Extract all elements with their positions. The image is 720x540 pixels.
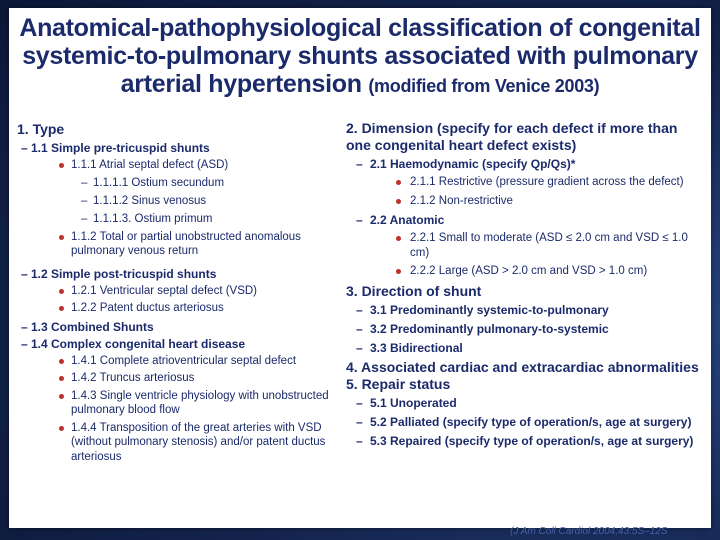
item-1-1-1-3: – 1.1.1.3. Ostium primum <box>81 212 213 225</box>
item-2-1-1: 2.1.1 Restrictive (pressure gradient across the defect) <box>346 175 706 190</box>
item-1-1-1: 1.1.1 Atrial septal defect (ASD) <box>17 158 347 173</box>
associated-heading: 4. Associated cardiac and extracardiac abnormalities <box>346 358 699 375</box>
item-2-1-2: 2.1.2 Non-restrictive <box>346 194 706 209</box>
item-2-1: – 2.1 Haemodynamic (specify Qp/Qs)* <box>356 157 576 171</box>
bullet-icon <box>59 426 64 431</box>
title-line-3-main: arterial hypertension <box>120 70 362 98</box>
bullet-icon <box>396 236 401 241</box>
item-1-4-1: 1.4.1 Complete atrioventricular septal defect <box>17 354 347 369</box>
item-1-2: – 1.2 Simple post-tricuspid shunts <box>21 266 217 281</box>
left-column <box>17 120 347 467</box>
bullet-icon <box>396 199 401 204</box>
type-heading: 1. Type <box>17 121 65 137</box>
item-1-2-2: 1.2.2 Patent ductus arteriosus <box>17 301 347 316</box>
item-2-2-1: 2.2.1 Small to moderate (ASD ≤ 2.0 cm and VSD ≤ 1.0 cm) <box>346 231 706 260</box>
item-5-2: – 5.2 Palliated (specify type of operation/s, age at surgery) <box>356 414 692 429</box>
item-3-2: – 3.2 Predominantly pulmonary-to-systemic <box>356 321 609 336</box>
bullet-icon <box>396 269 401 274</box>
item-3-1: – 3.1 Predominantly systemic-to-pulmonary <box>356 302 609 317</box>
slide-title <box>9 14 711 100</box>
dimension-heading: 2. Dimension (specify for each defect if more than one congenital heart defect exists) <box>346 120 678 153</box>
item-1-1-1-2: – 1.1.1.2 Sinus venosus <box>81 194 207 207</box>
item-2-2-2: 2.2.2 Large (ASD > 2.0 cm and VSD > 1.0 cm) <box>346 264 706 279</box>
item-1-1: – 1.1 Simple pre-tricuspid shunts <box>21 141 210 155</box>
item-1-1-2: 1.1.2 Total or partial unobstructed anomalous pulmonary venous return <box>17 230 347 259</box>
item-5-1: – 5.1 Unoperated <box>356 395 457 410</box>
item-1-1-1-1: – 1.1.1.1 Ostium secundum <box>81 176 225 189</box>
item-3-3: – 3.3 Bidirectional <box>356 340 463 355</box>
citation: (J Am Coll Cardiol 2004;43:5S–12S <box>510 526 668 537</box>
slide-panel <box>9 8 711 528</box>
item-2-2: – 2.2 Anatomic <box>356 213 445 227</box>
right-column <box>346 120 706 452</box>
direction-heading: 3. Direction of shunt <box>346 282 482 299</box>
repair-heading: 5. Repair status <box>346 375 451 392</box>
title-line-3 <box>9 70 711 100</box>
bullet-icon <box>59 394 64 399</box>
bullet-icon <box>396 180 401 185</box>
bullet-icon <box>59 163 64 168</box>
item-1-4: – 1.4 Complex congenital heart disease <box>21 336 246 351</box>
item-1-4-2: 1.4.2 Truncus arteriosus <box>17 371 347 386</box>
bullet-icon <box>59 359 64 364</box>
title-line-3-sub: (modified from Venice 2003) <box>368 76 600 96</box>
item-5-3: – 5.3 Repaired (specify type of operation/s, age at surgery) <box>356 433 694 448</box>
title-line-1: Anatomical-pathophysiological classification of congenital <box>19 14 701 42</box>
bullet-icon <box>59 289 64 294</box>
item-1-3: – 1.3 Combined Shunts <box>21 319 154 334</box>
item-1-4-3: 1.4.3 Single ventricle physiology with unobstructed pulmonary blood flow <box>17 389 347 418</box>
bullet-icon <box>59 235 64 240</box>
title-line-2: systemic-to-pulmonary shunts associated with pulmonary <box>22 42 698 70</box>
bullet-icon <box>59 376 64 381</box>
item-1-2-1: 1.2.1 Ventricular septal defect (VSD) <box>17 284 347 299</box>
item-1-4-4: 1.4.4 Transposition of the great arteries with VSD (without pulmonary stenosis) and/or patent ductus arteriosus <box>17 421 347 465</box>
bullet-icon <box>59 306 64 311</box>
